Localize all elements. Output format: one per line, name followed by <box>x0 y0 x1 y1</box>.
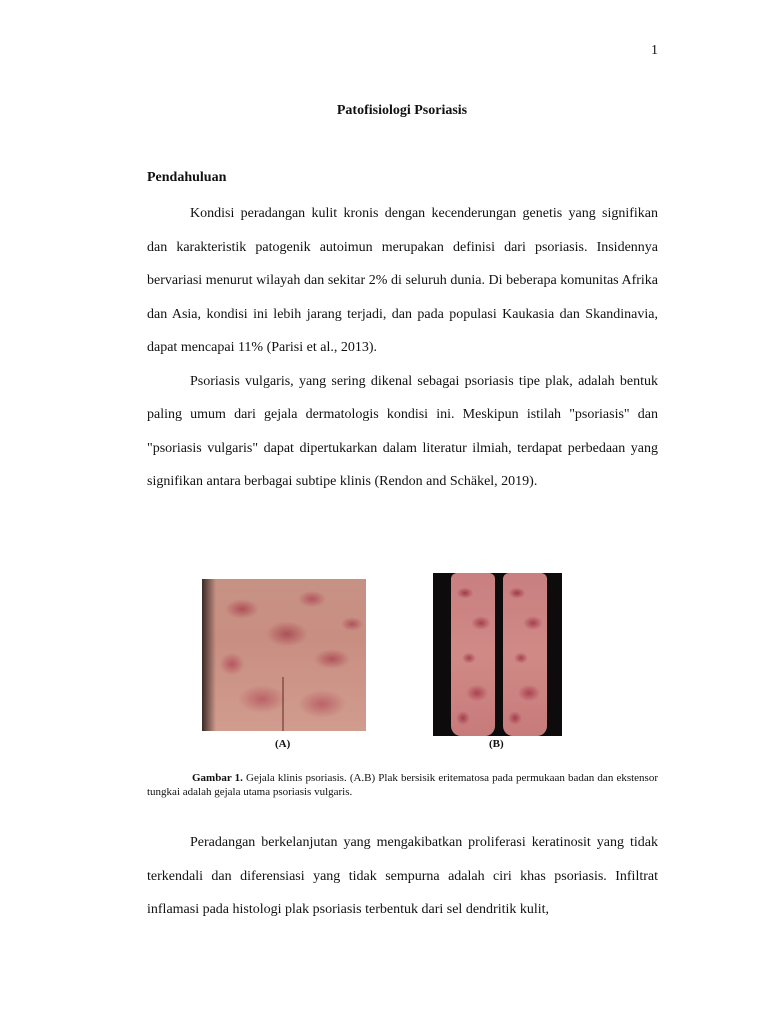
intro-paragraphs <box>147 197 658 499</box>
caption-label: Gambar 1. <box>192 772 243 784</box>
figure-panel-label-b: (B) <box>489 738 504 750</box>
figure-caption <box>147 771 658 799</box>
paragraph-2: Psoriasis vulgaris, yang sering dikenal sebagai psoriasis tipe plak, adalah bentuk paling umum dari gejala dermatologis kondisi ini. Meskipun istilah "psoriasis" dan "psoriasis vulgaris" dapat dipertukarkan dalam literatur ilmiah, terdapat perbedaan yang signifikan antara berbagai subtipe klinis (Rendon and Schäkel, 2019). <box>147 373 658 489</box>
document-title: Patofisiologi Psoriasis <box>336 103 468 118</box>
paragraph-3: Peradangan berkelanjutan yang mengakibatkan proliferasi keratinosit yang tidak terkendali dan diferensiasi yang tidak sempurna adalah ciri khas psoriasis. Infiltrat inflamasi pada histologi plak psoriasis terbentuk dari sel dendritik kulit, <box>147 835 658 917</box>
continuation-paragraphs <box>147 826 658 927</box>
figure-image-legs-psoriasis <box>433 573 562 736</box>
figure-image-trunk-psoriasis <box>202 579 366 731</box>
section-heading: Pendahuluan <box>147 170 227 185</box>
leg-right <box>503 573 547 736</box>
caption-body: Gejala klinis psoriasis. (A.B) Plak bersisik eritematosa pada permukaan badan dan ekstensor tungkai adalah gejala utama psoriasis vulgaris. <box>147 772 658 798</box>
leg-left <box>451 573 495 736</box>
figure-panel-label-a: (A) <box>275 738 291 750</box>
page-number: 1 <box>651 43 658 58</box>
caption-text-wrapper <box>147 771 658 799</box>
paragraph-1: Kondisi peradangan kulit kronis dengan kecenderungan genetis yang signifikan dan karakteristik patogenik autoimun merupakan definisi dari psoriasis. Insidennya bervariasi menurut wilayah dan sekitar 2% di seluruh dunia. Di beberapa komunitas Afrika dan Asia, kondisi ini lebih jarang terjadi, dan pada populasi Kaukasia dan Skandinavia, dapat mencapai 11% (Parisi et al., 2013). <box>147 206 658 355</box>
